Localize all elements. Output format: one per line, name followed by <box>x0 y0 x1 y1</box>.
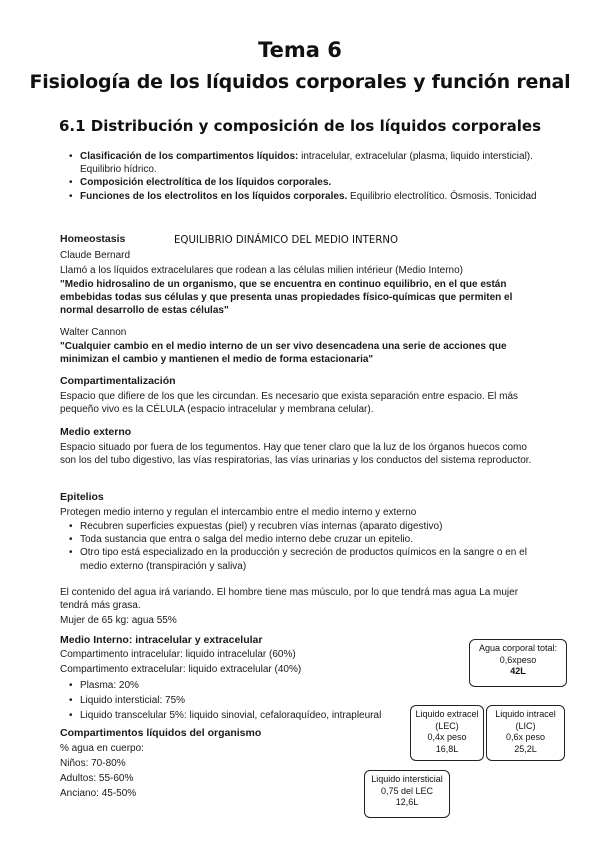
page-title: Tema 6 <box>258 38 342 62</box>
organismo-heading: Compartimentos líquidos del organismo <box>60 727 262 739</box>
organismo-line: Adultos: 55-60% <box>60 773 134 784</box>
box-intersticial <box>364 770 450 818</box>
homeostasis-heading: Homeostasis <box>60 233 126 245</box>
box-value: 12,6L <box>395 797 419 807</box>
compart-text: Espacio que difiere de los que les circundan. Es necesario que exista separación entre espacio. El más pequeño vivo es la CÉLULA (espacio intracelular y membrana celular). <box>60 391 519 416</box>
box-label: Liquido intersticial <box>371 774 443 784</box>
medio-interno-list <box>62 679 422 723</box>
list-item: • Toda sustancia que entra o salga del medio interno debe cruzar un epitelio. <box>62 533 537 546</box>
box-abbrev: (LEC) <box>435 720 459 731</box>
box-label: Liquido intracel <box>495 709 556 719</box>
list-item: • Otro tipo está especializado en la producción y secreción de productos químicos en la sangre o en el medio externo (transpiración y saliva) <box>62 546 537 572</box>
medio-externo-heading: Medio externo <box>60 426 132 438</box>
bullet-bold: Clasificación de los compartimentos líquidos: <box>80 151 299 162</box>
epitelios-list <box>62 520 537 573</box>
box-agua-total <box>469 639 567 687</box>
compart-heading: Compartimentalización <box>60 375 176 387</box>
epitelios-heading: Epitelios <box>60 491 104 503</box>
medio-interno-heading: Medio Interno: intracelular y extracelular <box>60 634 263 646</box>
extracelular-line: Compartimento extracelular: liquido extracelular (40%) <box>60 664 302 675</box>
page-subtitle: Fisiología de los líquidos corporales y función renal <box>29 71 571 93</box>
mujer-text: Mujer de 65 kg: agua 55% <box>60 615 177 626</box>
box-value: 42L <box>510 666 526 676</box>
cannon-quote: "Cualquier cambio en el medio interno de un ser vivo desencadena una serie de acciones que minimizan el cambio y mantienen el medio de forma estacionaria" <box>60 341 507 366</box>
list-item <box>62 176 542 189</box>
list-item: • Liquido transcelular 5%: liquido sinovial, cefaloraquídeo, intrapleural <box>62 709 422 722</box>
intro-bullet-list <box>62 150 542 203</box>
box-label: Liquido extracel <box>415 709 479 719</box>
intracelular-line: Compartimento intracelular: liquido intracelular (60%) <box>60 649 296 660</box>
organismo-line: Anciano: 45-50% <box>60 788 137 799</box>
box-lec <box>410 705 484 761</box>
box-formula: 0,75 del LEC <box>380 785 434 796</box>
list-item: • Liquido intersticial: 75% <box>62 694 422 707</box>
bullet-bold: Funciones de los electrolitos en los líquidos corporales. <box>80 190 348 202</box>
bullet-text: Equilibrio electrolítico. Ósmosis. Tonicidad <box>347 190 537 202</box>
box-formula: 0,4x peso <box>427 732 467 742</box>
box-value: 16,8L <box>435 743 459 754</box>
medio-externo-text: Espacio situado por fuera de los tegumentos. Hay que tener claro que la luz de los órganos huecos como son los del tubo digestivo, las vías respiratorias, las vías urinarias y los conductos del sistema reproductor. <box>60 442 532 467</box>
box-abbrev: (LIC) <box>515 720 536 731</box>
bullet-text: intracelular, extracelular (plasma, liquido intersticial). Equilibrio hídrico. <box>80 151 533 176</box>
box-formula: 0,6xpeso <box>499 654 537 665</box>
box-value: 25,2L <box>514 743 537 754</box>
epitelios-intro: Protegen medio interno y regulan el intercambio entre el medio interno y externo <box>60 507 417 518</box>
bullet-bold: Composición electrolítica de los líquidos corporales. <box>80 177 332 189</box>
organismo-line: Niños: 70-80% <box>60 758 126 769</box>
list-item <box>62 190 542 203</box>
section-title: 6.1 Distribución y composición de los líquidos corporales <box>58 117 542 135</box>
bernard-quote: "Medio hidrosalino de un organismo, que se encuentra en continuo equilibrio, en el que están embebidas todas sus células y que presenta unas propiedades físico-químicas que permiten el normal desarrollo de estas células" <box>60 279 513 317</box>
agua-text: El contenido del agua irá variando. El hombre tiene mas músculo, por lo que tendrá mas agua La mujer tendrá más grasa. <box>60 587 519 612</box>
organismo-line: % agua en cuerpo: <box>60 743 144 754</box>
box-formula: 0,6x peso <box>505 732 546 742</box>
box-label: Agua corporal total: <box>478 643 558 653</box>
list-item: • Recubren superficies expuestas (piel) y recubren vías internas (aparato digestivo) <box>62 520 537 533</box>
list-item <box>62 150 542 176</box>
bernard-text: Llamó a los líquidos extracelulares que rodean a las células milien intérieur (Medio Interno) <box>60 265 463 276</box>
box-lic <box>486 705 565 761</box>
author-cannon: Walter Cannon <box>60 327 127 338</box>
list-item: • Plasma: 20% <box>62 679 422 692</box>
homeostasis-subheading: EQUILIBRIO DINÁMICO DEL MEDIO INTERNO <box>174 235 399 246</box>
author-bernard: Claude Bernard <box>60 250 131 261</box>
